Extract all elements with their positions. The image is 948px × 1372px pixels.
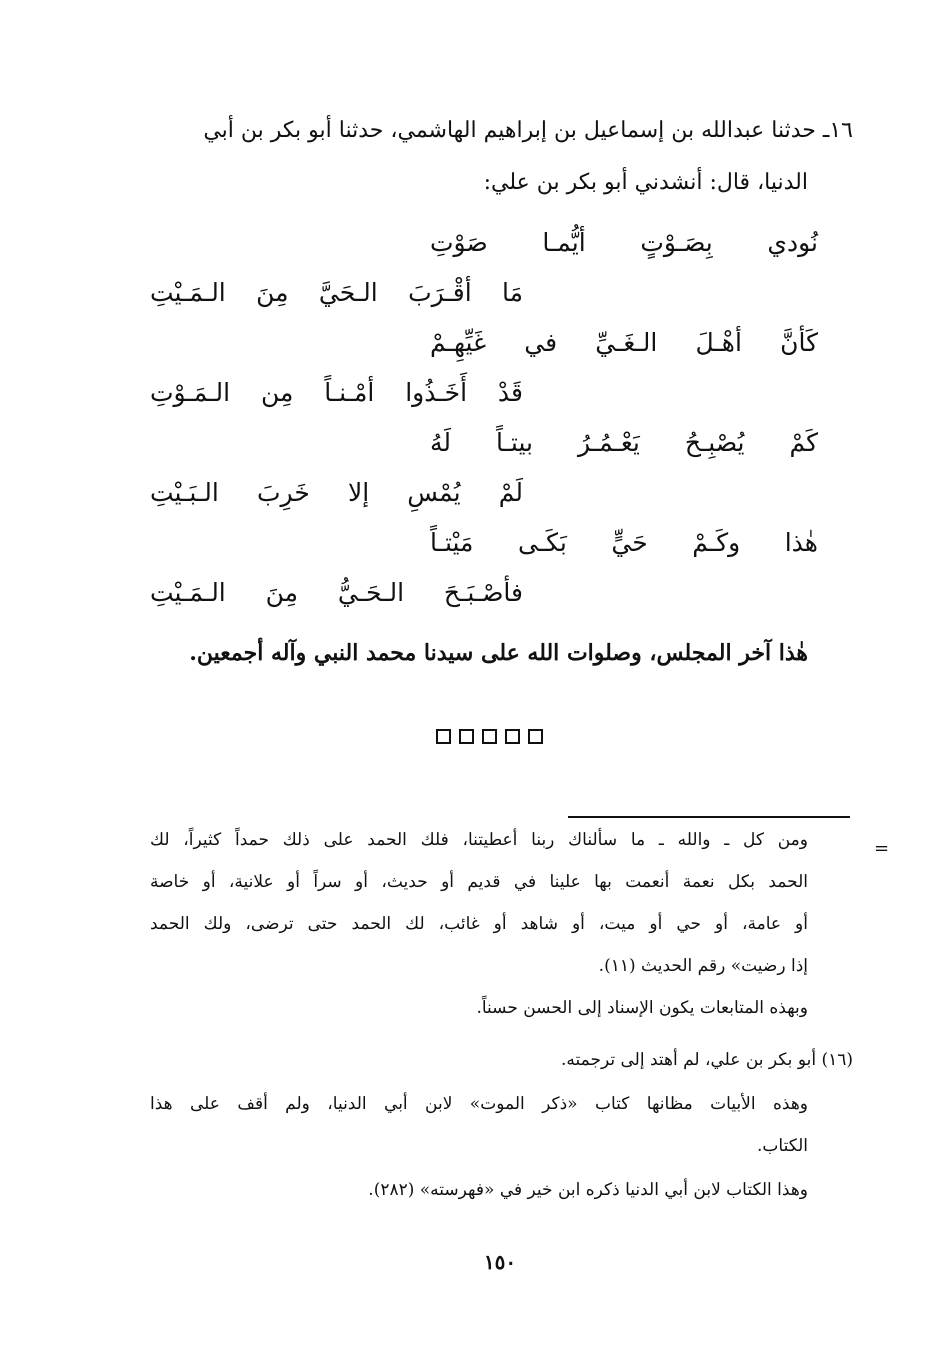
- hadith-line-2: الدنيا، قال: أنشدني أبو بكر بن علي:: [483, 170, 808, 195]
- page-number: ١٥٠: [483, 1250, 517, 1274]
- square-ornament-icon: [436, 729, 451, 744]
- verse-2-second-hemistich: قَدْ أَخَـذُوا أمْـنـاً مِن الـمَـوْتِ: [150, 378, 523, 407]
- footnote-continuation-mark: =: [874, 838, 890, 859]
- square-ornament-icon: [505, 729, 520, 744]
- footnote-line-3: أو عامة، أو حي أو ميت، أو شاهد أو غائب، لك الحمد حتى ترضى، ولك الحمد: [150, 914, 808, 934]
- hadith-line-1: ١٦ـ حدثنا عبدالله بن إسماعيل بن إبراهيم الهاشمي، حدثنا أبو بكر بن أبي: [203, 118, 853, 143]
- footnote-line-2: الحمد بكل نعمة أنعمت بها علينا في قديم أو حديث، أو سراً أو علانية، أو خاصة: [150, 872, 808, 892]
- section-divider-ornament: [436, 729, 543, 744]
- square-ornament-icon: [459, 729, 474, 744]
- footnote-line-6: (١٦) أبو بكر بن علي، لم أهتد إلى ترجمته.: [560, 1050, 853, 1070]
- footnote-separator: [568, 816, 850, 818]
- square-ornament-icon: [528, 729, 543, 744]
- closing-line: هٰذا آخر المجلس، وصلوات الله على سيدنا محمد النبي وآله أجمعين.: [189, 640, 808, 666]
- footnote-line-8: الكتاب.: [756, 1136, 808, 1156]
- verse-4-first-hemistich: هٰذا وكَـمْ حَيٍّ بَكَـى مَيْتـاً: [430, 528, 818, 557]
- footnote-line-4: إذا رضيت» رقم الحديث (١١).: [598, 956, 808, 976]
- verse-4-second-hemistich: فأصْـبَـحَ الـحَـيُّ مِنَ الـمَـيْتِ: [150, 578, 523, 607]
- footnote-line-5: وبهذه المتابعات يكون الإسناد إلى الحسن حسناً.: [476, 998, 808, 1018]
- footnote-line-1: ومن كل ـ والله ـ ما سألناك ربنا أعطيتنا، فلك الحمد على ذلك حمداً كثيراً، لك: [150, 830, 808, 850]
- verse-1-first-hemistich: نُودي بِصَـوْتٍ أيُّمـا صَوْتِ: [430, 228, 818, 257]
- verse-1-second-hemistich: مَا أقْـرَبَ الـحَيَّ مِنَ الـمَـيْتِ: [150, 278, 523, 307]
- square-ornament-icon: [482, 729, 497, 744]
- verse-3-first-hemistich: كَمْ يُصْبِـحُ يَعْـمُـرُ بيتـاً لَهُ: [430, 428, 818, 457]
- footnote-line-9: وهذا الكتاب لابن أبي الدنيا ذكره ابن خير في «فهرسته» (٢٨٢).: [368, 1180, 808, 1200]
- footnote-line-7: وهذه الأبيات مظانها كتاب «ذكر الموت» لابن أبي الدنيا، ولم أقف على هذا: [150, 1094, 808, 1114]
- verse-2-first-hemistich: كَأنَّ أهْـلَ الـغَـيِّ في غَيِّهِـمْ: [430, 328, 818, 357]
- verse-3-second-hemistich: لَمْ يُمْسِ إلا خَرِبَ الـبَـيْتِ: [150, 478, 523, 507]
